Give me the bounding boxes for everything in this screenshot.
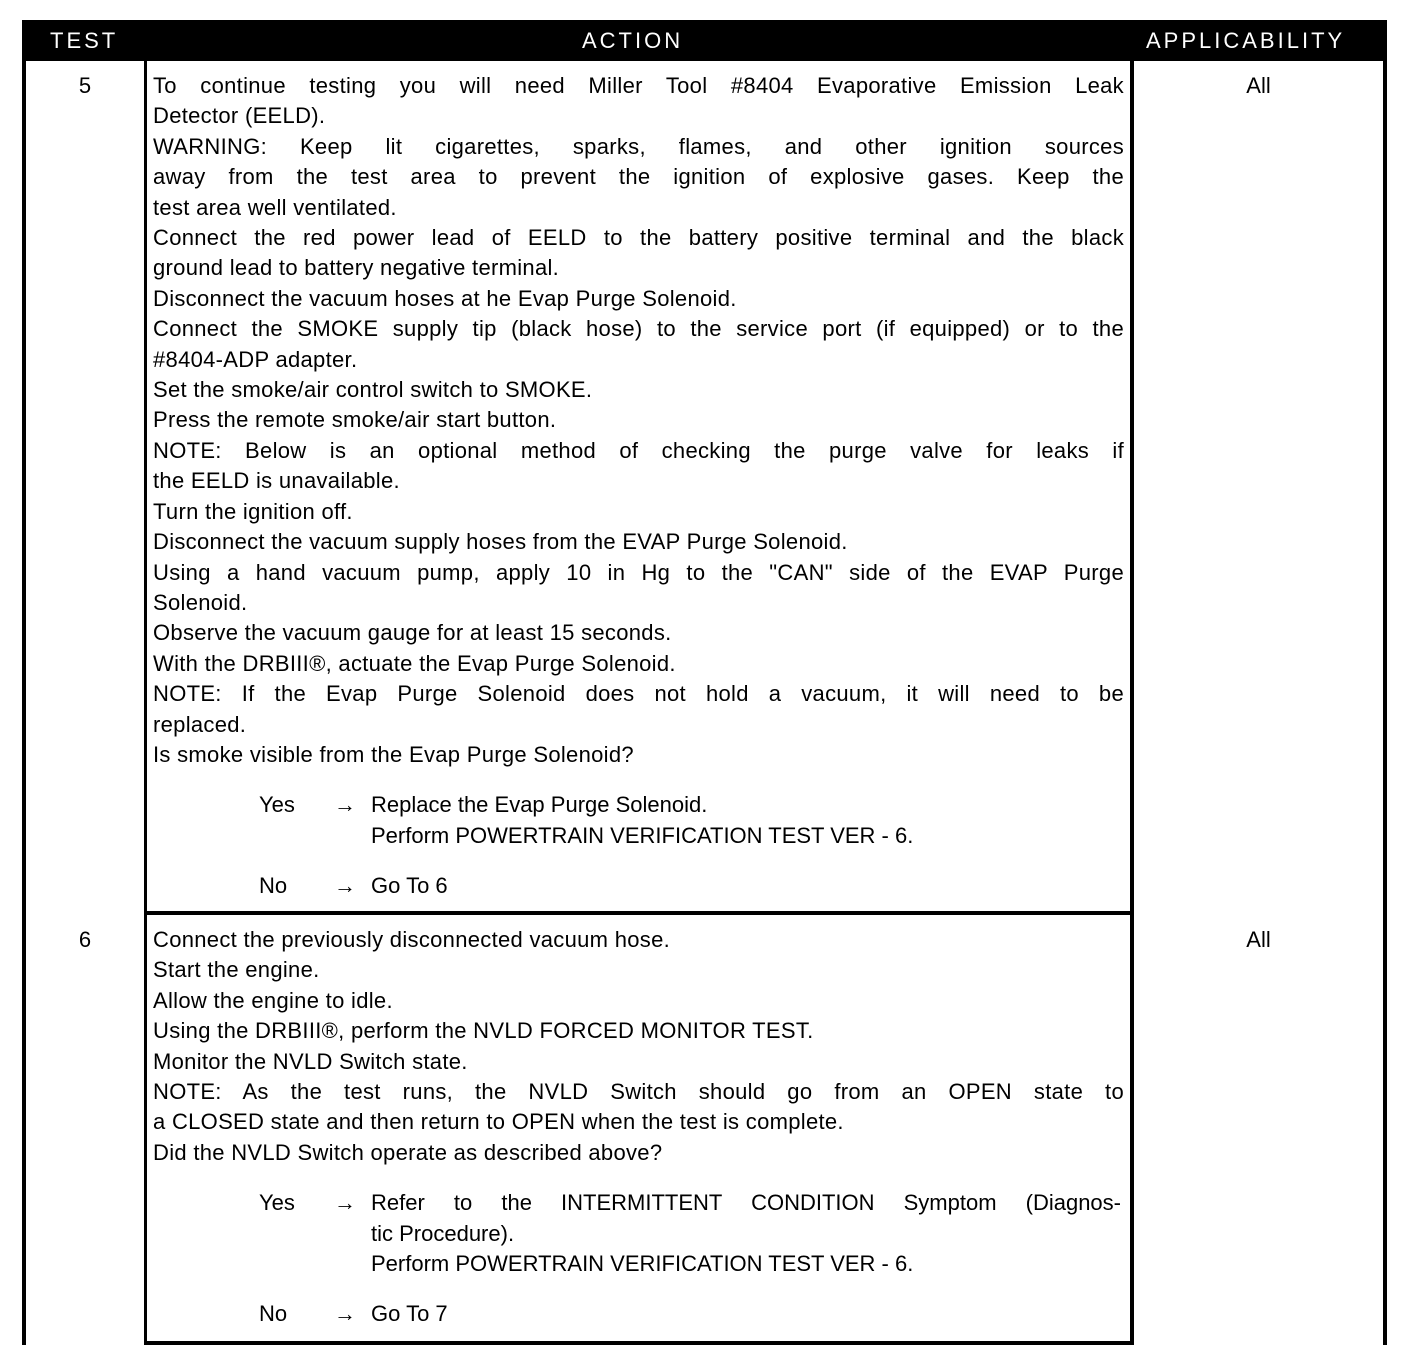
action-line: Turn the ignition off. — [153, 498, 353, 524]
header-test: TEST — [50, 28, 119, 53]
yes-label: Yes — [259, 792, 295, 818]
action-line: Press the remote smoke/air start button. — [153, 407, 557, 433]
row-5-yes-response — [259, 790, 1124, 851]
no-outcome — [371, 871, 1124, 901]
no-outcome — [371, 1299, 1124, 1329]
row-5-applicability-cell — [1134, 61, 1383, 923]
yes-outcome-line: tic Procedure). — [371, 1220, 515, 1246]
arrow-icon: → — [334, 1190, 356, 1216]
row-5-responses — [259, 790, 1124, 901]
action-line: Allow the engine to idle. — [153, 987, 393, 1013]
row-5-action-text — [153, 71, 1124, 770]
yes-label: Yes — [259, 1190, 295, 1216]
header-action: ACTION — [582, 28, 684, 53]
action-line: Connect the SMOKE supply tip (black hose) to the service port (if equipped) or to the — [153, 316, 1124, 342]
header-applicability: APPLICABILITY — [1146, 28, 1346, 53]
row-5-applicability: All — [1246, 73, 1271, 98]
row-5-test-number: 5 — [78, 73, 92, 98]
action-line: #8404-ADP adapter. — [153, 346, 358, 372]
action-line: Observe the vacuum gauge for at least 15 seconds. — [153, 620, 672, 646]
yes-outcome-line: Refer to the INTERMITTENT CONDITION Symptom (Diagnos- — [371, 1190, 1121, 1216]
row-6-action-cell — [147, 915, 1130, 1341]
row-6-test-cell — [26, 915, 144, 1353]
yes-outcome — [371, 1188, 1124, 1279]
yes-outcome-line: Perform POWERTRAIN VERIFICATION TEST VER - 6. — [371, 822, 914, 848]
action-line: NOTE: Below is an optional method of checking the purge valve for leaks if — [153, 437, 1124, 463]
diagnostic-table — [22, 20, 1387, 1345]
action-line: away from the test area to prevent the ignition of explosive gases. Keep the — [153, 164, 1124, 190]
action-line: Detector (EELD). — [153, 103, 326, 129]
action-line: ground lead to battery negative terminal. — [153, 255, 560, 281]
row-6-action-text — [153, 925, 1124, 1168]
arrow-icon: → — [334, 873, 356, 899]
row-6-applicability-cell — [1134, 915, 1383, 1353]
no-outcome-line: Go To 6 — [371, 873, 448, 899]
action-line: Is smoke visible from the Evap Purge Solenoid? — [153, 741, 634, 767]
row-5-test-cell — [26, 61, 144, 923]
action-line: With the DRBIII®, actuate the Evap Purge Solenoid. — [153, 650, 676, 676]
action-line: WARNING: Keep lit cigarettes, sparks, flames, and other ignition sources — [153, 133, 1124, 159]
action-line: NOTE: As the test runs, the NVLD Switch should go from an OPEN state to — [153, 1079, 1124, 1105]
no-label: No — [259, 873, 288, 899]
yes-outcome — [371, 790, 1124, 851]
action-line: To continue testing you will need Miller Tool #8404 Evaporative Emission Leak — [153, 73, 1124, 98]
action-line: test area well ventilated. — [153, 194, 397, 220]
action-line: the EELD is unavailable. — [153, 468, 400, 494]
action-line: Solenoid. — [153, 589, 248, 615]
row-6-test-number: 6 — [78, 927, 92, 952]
arrow-icon: → — [334, 1301, 356, 1327]
row-5-no-response — [259, 871, 1124, 901]
action-line: Disconnect the vacuum hoses at he Evap Purge Solenoid. — [153, 285, 737, 311]
action-line: Connect the red power lead of EELD to the battery positive terminal and the black — [153, 225, 1124, 251]
yes-outcome-line: Replace the Evap Purge Solenoid. — [371, 792, 708, 818]
action-line: Set the smoke/air control switch to SMOKE. — [153, 377, 593, 403]
row-6-responses — [259, 1188, 1124, 1330]
row-6-yes-response — [259, 1188, 1124, 1279]
row-5-action-cell — [147, 61, 1130, 911]
action-line: Using a hand vacuum pump, apply 10 in Hg to the "CAN" side of the EVAP Purge — [153, 559, 1124, 585]
action-line: Monitor the NVLD Switch state. — [153, 1048, 468, 1074]
action-line: NOTE: If the Evap Purge Solenoid does not hold a vacuum, it will need to be — [153, 681, 1124, 707]
action-line: Disconnect the vacuum supply hoses from the EVAP Purge Solenoid. — [153, 529, 848, 555]
row-6-no-response — [259, 1299, 1124, 1329]
row-6-applicability: All — [1246, 927, 1271, 952]
action-line: Did the NVLD Switch operate as described above? — [153, 1139, 663, 1165]
no-label: No — [259, 1301, 288, 1327]
action-line: replaced. — [153, 711, 247, 737]
action-line: Connect the previously disconnected vacuum hose. — [153, 927, 671, 952]
yes-outcome-line: Perform POWERTRAIN VERIFICATION TEST VER - 6. — [371, 1251, 914, 1277]
table-header — [22, 20, 1387, 61]
action-line: Start the engine. — [153, 957, 320, 983]
arrow-icon: → — [334, 792, 356, 818]
no-outcome-line: Go To 7 — [371, 1301, 448, 1327]
action-line: a CLOSED state and then return to OPEN when the test is complete. — [153, 1109, 844, 1135]
action-line: Using the DRBIII®, perform the NVLD FORCED MONITOR TEST. — [153, 1018, 814, 1044]
table-body — [26, 61, 1383, 1341]
